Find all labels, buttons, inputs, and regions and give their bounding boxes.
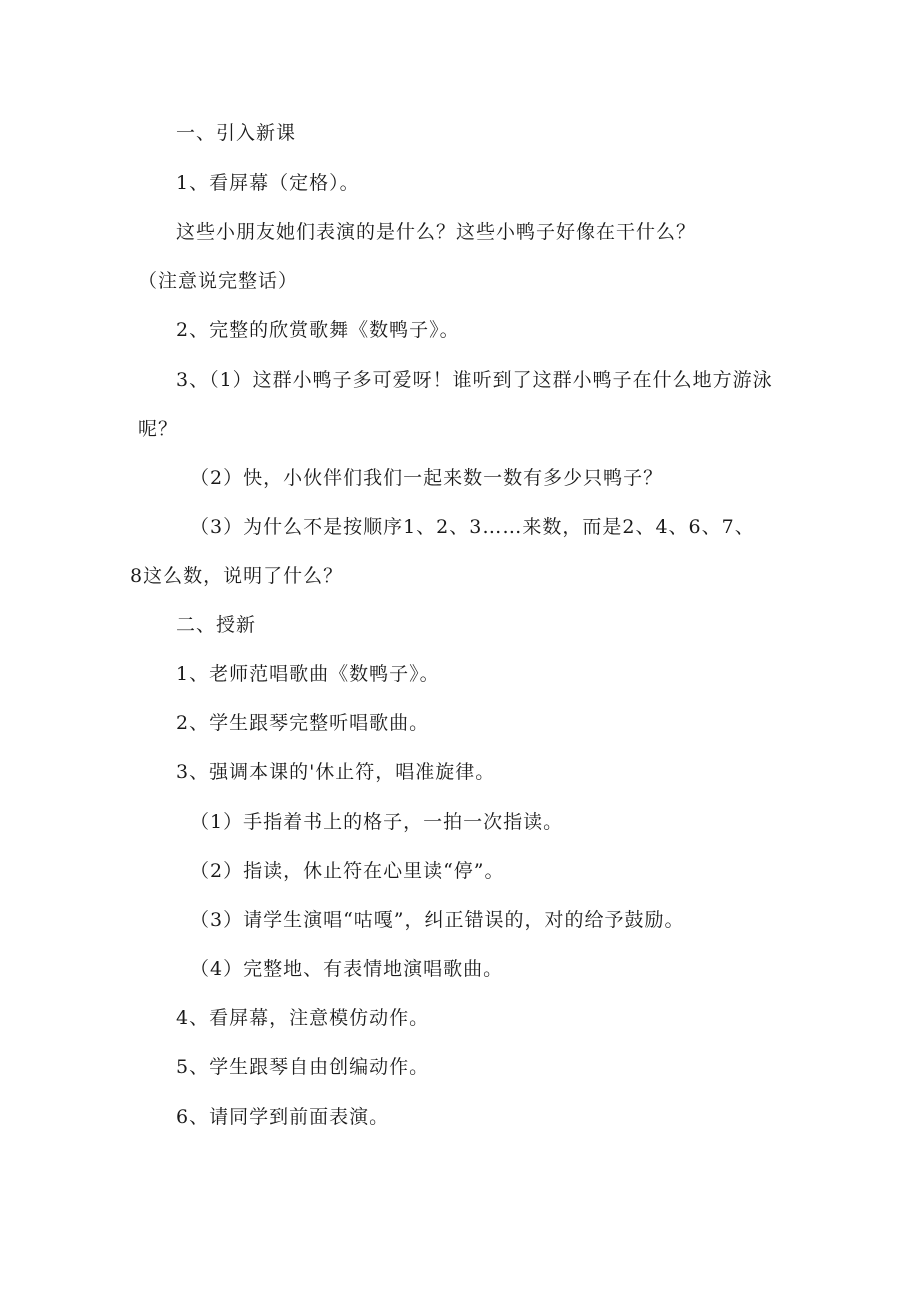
paragraph-line: 5、学生跟琴自由创编动作。 xyxy=(176,1056,430,1078)
paragraph-line: （1）手指着书上的格子，一拍一次指读。 xyxy=(190,811,564,833)
paragraph-line: 3、强调本课的'休止符，唱准旋律。 xyxy=(176,761,496,783)
paragraph-line: （3）为什么不是按顺序1、2、3……来数，而是2、4、6、7、 xyxy=(190,516,755,538)
paragraph-line: （注意说完整话） xyxy=(138,270,299,292)
paragraph-line: （4）完整地、有表情地演唱歌曲。 xyxy=(190,958,504,980)
section-heading-intro: 一、引入新课 xyxy=(176,122,297,144)
paragraph-line: （2）快，小伙伴们我们一起来数一数有多少只鸭子？ xyxy=(190,467,664,489)
paragraph-line: 这些小朋友她们表演的是什么？这些小鸭子好像在干什么？ xyxy=(176,221,697,243)
paragraph-line: （2）指读，休止符在心里读“停”。 xyxy=(190,860,505,882)
paragraph-line: 呢？ xyxy=(138,418,179,440)
section-heading-new: 二、授新 xyxy=(176,614,257,636)
paragraph-line: 3、（1）这群小鸭子多可爱呀！谁听到了这群小鸭子在什么地方游泳 xyxy=(176,369,773,391)
paragraph-line: 2、学生跟琴完整听唱歌曲。 xyxy=(176,712,430,734)
paragraph-line: 4、看屏幕，注意模仿动作。 xyxy=(176,1007,430,1029)
paragraph-line: 1、老师范唱歌曲《数鸭子》。 xyxy=(176,663,440,685)
paragraph-line: 1、看屏幕（定格）。 xyxy=(176,172,360,194)
paragraph-line: 8这么数，说明了什么？ xyxy=(130,565,344,587)
paragraph-line: 2、完整的欣赏歌舞《数鸭子》。 xyxy=(176,319,460,341)
paragraph-line: 6、请同学到前面表演。 xyxy=(176,1106,390,1128)
paragraph-line: （3）请学生演唱“咕嘎”，纠正错误的，对的给予鼓励。 xyxy=(190,909,685,931)
